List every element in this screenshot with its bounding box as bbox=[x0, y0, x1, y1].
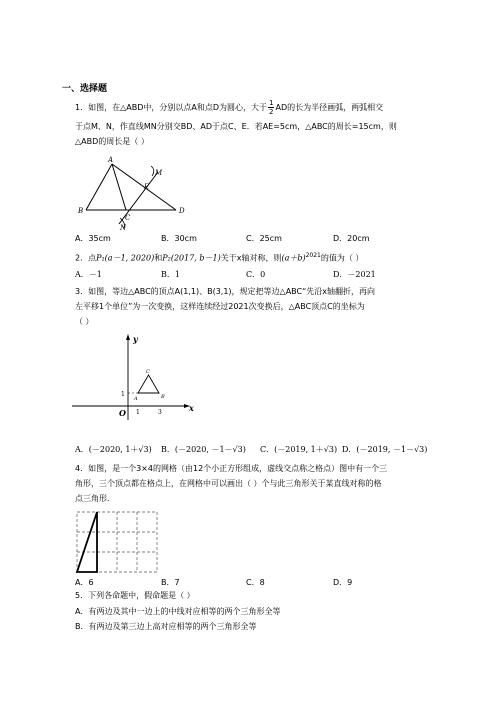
q5-text-1: 下列各命题中，假命题是（ ） bbox=[88, 591, 195, 600]
q5-option-a[interactable]: A．有两边及其中一边上的中线对应相等的两个三角形全等 bbox=[75, 607, 281, 616]
q3-line3: （ ） bbox=[75, 317, 94, 326]
q1-fraction bbox=[268, 99, 274, 116]
q2-number: 2． bbox=[75, 253, 89, 263]
q1-line1 bbox=[75, 99, 383, 116]
q1-text-a: 如图，在△ABD中，分别以点A和点D为圆心，大于 bbox=[88, 103, 267, 112]
q1-text-b: AD的长为半径画弧，两弧相交 bbox=[275, 103, 384, 112]
q3-option-a[interactable]: A．(－2020, 1＋√3) bbox=[75, 445, 152, 454]
q1-line2: 于点M、N，作直线MN分别交BD、AD于点C、E．若AE=5cm，△ABC的周长=15cm，则 bbox=[75, 122, 397, 131]
q3-option-d[interactable]: D．(－2019, －1－√3) bbox=[342, 445, 428, 454]
q1-option-c[interactable]: C．25cm bbox=[246, 234, 282, 243]
q1-figure bbox=[78, 152, 193, 232]
q1-label-B: B bbox=[78, 207, 84, 215]
q4-text-1: 如图，是一个3×4的网格（由12个小正方形组成，虚线交点称之格点）图中有一个三 bbox=[88, 464, 388, 473]
q1-label-A: A bbox=[108, 156, 114, 164]
q3-label-A: A bbox=[134, 396, 138, 402]
q1-frac-num: 1 bbox=[269, 99, 274, 107]
q4-option-a[interactable]: A．6 bbox=[75, 578, 94, 587]
q5-line1 bbox=[75, 591, 195, 601]
q1-frac-den: 2 bbox=[269, 108, 274, 116]
q2-p1: P₁(a－1, 2020) bbox=[96, 253, 155, 263]
q3-tick-x-3: 3 bbox=[158, 409, 162, 416]
q2-mid: 和 bbox=[154, 253, 163, 263]
q4-option-b[interactable]: B．7 bbox=[161, 578, 180, 587]
q2-p2: P₂(2017, b－1) bbox=[162, 253, 221, 263]
q4-line2: 角形，三个顶点都在格点上，在网格中可以画出（ ）个与此三角形关于某直线对称的格 bbox=[75, 479, 382, 488]
q2-text-a: 点 bbox=[88, 253, 97, 263]
q1-label-N: N bbox=[120, 224, 127, 232]
q1-option-d[interactable]: D．20cm bbox=[333, 234, 370, 243]
q5-number: 5． bbox=[75, 591, 89, 600]
q3-option-c[interactable]: C．(－2019, 1＋√3) bbox=[260, 445, 338, 454]
q4-line1 bbox=[75, 464, 387, 474]
q4-grid-figure bbox=[76, 511, 158, 573]
q2-option-b[interactable]: B．1 bbox=[161, 270, 180, 279]
q2-option-c[interactable]: C．0 bbox=[246, 270, 266, 279]
q1-option-a[interactable]: A．35cm bbox=[75, 234, 111, 243]
q1-label-M: M bbox=[155, 169, 163, 177]
q3-text-1: 如图，等边△ABC的顶点A(1,1)、B(3,1)，规定把等边△ABC“先沿x轴翻折，再向 bbox=[88, 287, 375, 296]
q3-label-B: B bbox=[161, 394, 165, 400]
q4-option-c[interactable]: C．8 bbox=[246, 578, 265, 587]
q2-expr: (a＋b) bbox=[281, 253, 306, 263]
q3-tick-x-1: 1 bbox=[136, 409, 140, 416]
q3-number: 3． bbox=[75, 287, 89, 296]
q2-text-c: 的值为（ ） bbox=[320, 253, 364, 263]
section-title: 一、选择题 bbox=[62, 84, 108, 94]
q2-line1 bbox=[75, 251, 363, 264]
q1-line3: △ABD的周长是（ ） bbox=[75, 137, 149, 146]
q2-option-a[interactable]: A．－1 bbox=[75, 270, 102, 279]
q4-option-d[interactable]: D．9 bbox=[333, 578, 353, 587]
q1-label-C: C bbox=[125, 214, 131, 222]
q3-axis-x-label: x bbox=[189, 403, 194, 413]
q3-axis-y-label: y bbox=[133, 334, 138, 344]
q2-option-d[interactable]: D．－2021 bbox=[333, 270, 376, 279]
q3-line2: 左平移1个单位”为一次变换，这样连续经过2021次变换后，△ABC顶点C的坐标为 bbox=[75, 302, 365, 311]
q1-label-D: D bbox=[179, 207, 185, 215]
q1-label-E: E bbox=[144, 183, 150, 191]
q3-tick-y-1: 1 bbox=[121, 391, 125, 398]
q2-text-b: 关于x轴对称，则 bbox=[220, 253, 282, 263]
q3-origin-label: O bbox=[119, 408, 126, 418]
q5-option-b[interactable]: B．有两边及第三边上高对应相等的两个三角形全等 bbox=[75, 622, 257, 631]
q1-number: 1． bbox=[75, 103, 89, 112]
q2-exponent: 2021 bbox=[305, 252, 321, 259]
q1-option-b[interactable]: B．30cm bbox=[161, 234, 197, 243]
q3-option-b[interactable]: B．(－2020, －1－√3) bbox=[161, 445, 246, 454]
q3-line1 bbox=[75, 287, 375, 297]
q3-figure bbox=[72, 334, 196, 420]
q4-line3: 点三角形． bbox=[75, 494, 115, 503]
q3-label-C: C bbox=[146, 369, 150, 375]
q4-number: 4． bbox=[75, 464, 89, 473]
